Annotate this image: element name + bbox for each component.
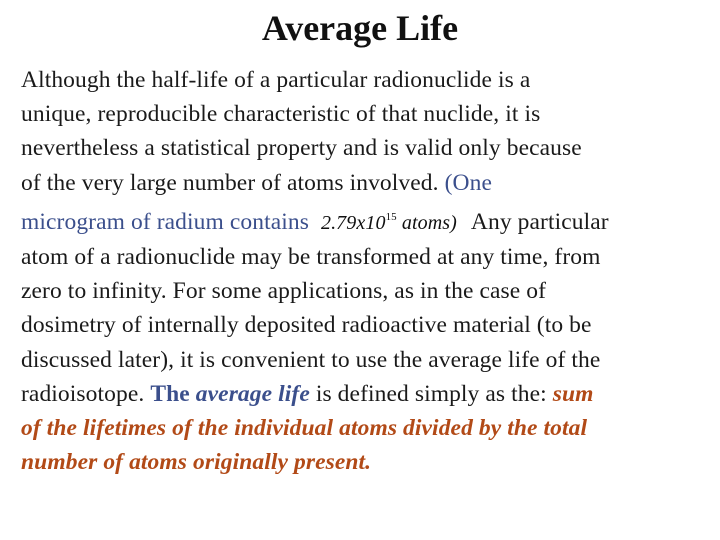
definition-line-2: of the lifetimes of the individual atoms divided by the total [21, 415, 588, 442]
body-line-5 [21, 200, 711, 240]
formula-exponent: 15 [385, 210, 397, 223]
definition-line-3: number of atoms originally present. [21, 449, 372, 476]
slide-body-text [21, 63, 711, 479]
body-line-4-text: of the very large number of atoms involved. [21, 169, 445, 196]
body-line-7: zero to infinity. For some applications, as in the case of [21, 278, 547, 305]
definition-lead: The [150, 380, 196, 407]
body-line-5-text: Any particular [470, 208, 609, 235]
body-line-6: atom of a radionuclide may be transformed at any time, from [21, 244, 601, 271]
body-line-3: nevertheless a statistical property and is valid only because [21, 135, 582, 162]
parenthetical-open: (One [444, 169, 492, 196]
parenthetical-text: microgram of radium contains [21, 208, 309, 235]
body-line-1: Although the half-life of a particular radionuclide is a [21, 67, 531, 93]
body-line-4 [21, 166, 711, 200]
body-line-8: dosimetry of internally deposited radioactive material (to be [21, 312, 592, 339]
definition-connector: is defined simply as the: [309, 380, 553, 407]
slide-title: Average Life [261, 8, 459, 48]
body-line-10 [21, 377, 711, 411]
body-line-10-text: radioisotope. [21, 380, 151, 407]
formula-unit: atoms) [396, 211, 457, 234]
body-line-9: discussed later), it is convenient to use the average life of the [21, 346, 601, 373]
formula-mantissa: 2.79x10 [320, 211, 386, 234]
definition-start: sum [552, 380, 594, 407]
average-life-term: average life [195, 380, 310, 407]
body-line-2: unique, reproducible characteristic of that nuclide, it is [21, 101, 541, 128]
atom-count-formula [321, 200, 457, 240]
